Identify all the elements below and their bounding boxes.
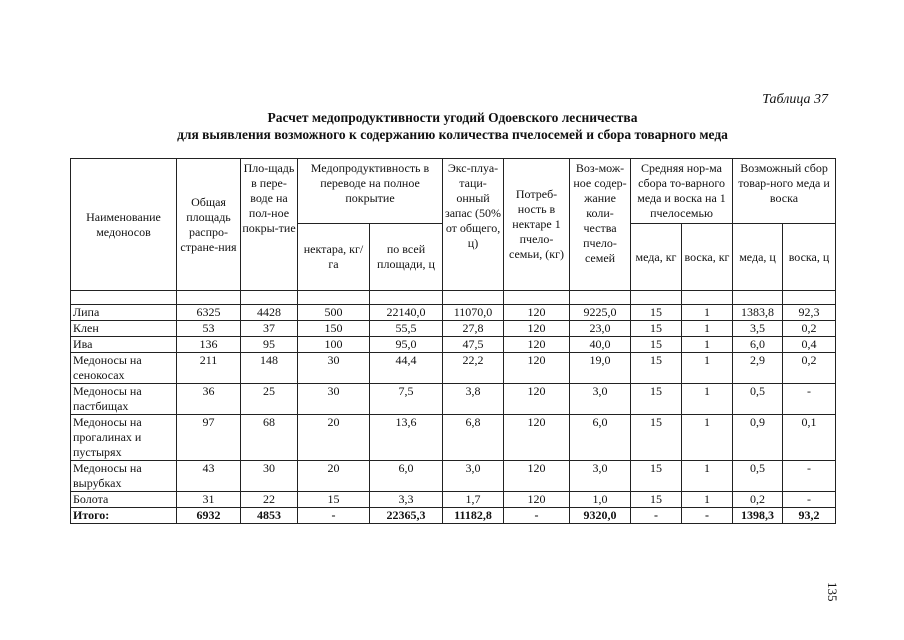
table-title-line-1: Расчет медопродуктивности угодий Одоевского лесничества xyxy=(267,110,638,125)
table-cell: 92,3 xyxy=(783,305,836,321)
table-cell: 6932 xyxy=(177,508,241,524)
table-cell: 1 xyxy=(682,461,733,492)
table-number-label: Таблица 37 xyxy=(762,92,828,107)
table-row xyxy=(71,461,836,492)
table-cell: 4428 xyxy=(241,305,298,321)
table-cell: 22,2 xyxy=(443,353,504,384)
table-cell: 15 xyxy=(631,461,682,492)
table-cell: 97 xyxy=(177,415,241,461)
table-cell: 20 xyxy=(298,461,370,492)
header-average-norm: Средняя нор-ма сбора то-варного меда и воска на 1 пчелосемью xyxy=(631,159,733,224)
row-name-cell: Болота xyxy=(71,492,177,508)
row-name-cell: Медоносы на вырубках xyxy=(71,461,177,492)
table-cell: 53 xyxy=(177,321,241,337)
table-cell: 22 xyxy=(241,492,298,508)
table-cell: 3,0 xyxy=(570,384,631,415)
table-cell: 0,9 xyxy=(733,415,783,461)
table-cell: 11182,8 xyxy=(443,508,504,524)
header-avg-honey: меда, кг xyxy=(631,224,682,291)
table-cell: 44,4 xyxy=(370,353,443,384)
table-cell: 95 xyxy=(241,337,298,353)
table-cell: 2,9 xyxy=(733,353,783,384)
table-cell: 55,5 xyxy=(370,321,443,337)
table-cell: 37 xyxy=(241,321,298,337)
table-cell: 0,5 xyxy=(733,461,783,492)
table-cell: 19,0 xyxy=(570,353,631,384)
table-cell: 15 xyxy=(298,492,370,508)
table-cell: 15 xyxy=(631,492,682,508)
table-cell: 1 xyxy=(682,492,733,508)
table-cell: 15 xyxy=(631,353,682,384)
row-name-cell: Медоносы на сенокосах xyxy=(71,353,177,384)
table-cell: 211 xyxy=(177,353,241,384)
table-cell: 1 xyxy=(682,337,733,353)
table-cell: 120 xyxy=(504,305,570,321)
table-cell: 0,1 xyxy=(783,415,836,461)
table-cell: 22365,3 xyxy=(370,508,443,524)
table-row xyxy=(71,305,836,321)
honey-productivity-table xyxy=(70,158,836,524)
header-productivity-nectar: нектара, кг/га xyxy=(298,224,370,291)
table-cell: 30 xyxy=(241,461,298,492)
table-cell: 150 xyxy=(298,321,370,337)
row-name-cell: Итого: xyxy=(71,508,177,524)
table-cell: 9320,0 xyxy=(570,508,631,524)
table-cell: - xyxy=(298,508,370,524)
row-name-cell: Медоносы на пастбищах xyxy=(71,384,177,415)
table-cell: - xyxy=(682,508,733,524)
table-cell: 1 xyxy=(682,321,733,337)
header-exploit-stock: Экс-плуа-таци-онный запас (50% от общего, ц) xyxy=(443,159,504,291)
table-cell: 6,0 xyxy=(733,337,783,353)
table-cell: 30 xyxy=(298,353,370,384)
header-productivity-total: по всей площади, ц xyxy=(370,224,443,291)
header-productivity: Медопродуктивность в переводе на полное покрытие xyxy=(298,159,443,224)
table-cell: 1 xyxy=(682,353,733,384)
table-row xyxy=(71,415,836,461)
header-total-area: Общая площадь распро-стране-ния xyxy=(177,159,241,291)
table-cell: 9225,0 xyxy=(570,305,631,321)
header-name: Наименование медоносов xyxy=(71,159,177,291)
table-cell: 3,3 xyxy=(370,492,443,508)
table-cell: 1 xyxy=(682,415,733,461)
page-number: 135 xyxy=(825,582,840,602)
table-cell: 13,6 xyxy=(370,415,443,461)
table-cell: 6,0 xyxy=(570,415,631,461)
table-cell: 11070,0 xyxy=(443,305,504,321)
table-cell: 6,0 xyxy=(370,461,443,492)
table-cell: 15 xyxy=(631,337,682,353)
table-row xyxy=(71,353,836,384)
table-cell: 0,4 xyxy=(783,337,836,353)
table-cell: 15 xyxy=(631,305,682,321)
table-cell: 100 xyxy=(298,337,370,353)
header-yield-wax: воска, ц xyxy=(783,224,836,291)
table-row xyxy=(71,321,836,337)
total-row xyxy=(71,508,836,524)
row-name-cell: Липа xyxy=(71,305,177,321)
table-cell: 120 xyxy=(504,353,570,384)
table-cell: - xyxy=(783,461,836,492)
table-row xyxy=(71,337,836,353)
table-cell: 148 xyxy=(241,353,298,384)
table-cell: 120 xyxy=(504,321,570,337)
table-cell: 4853 xyxy=(241,508,298,524)
header-nectar-need: Потреб-ность в нектаре 1 пчело-семьи, (кг) xyxy=(504,159,570,291)
table-cell: 31 xyxy=(177,492,241,508)
header-avg-wax: воска, кг xyxy=(682,224,733,291)
table-cell: 0,2 xyxy=(733,492,783,508)
table-cell: 120 xyxy=(504,461,570,492)
table-cell: 30 xyxy=(298,384,370,415)
table-cell: 0,5 xyxy=(733,384,783,415)
table-cell: 120 xyxy=(504,492,570,508)
table-cell: 1 xyxy=(682,384,733,415)
table-cell: 500 xyxy=(298,305,370,321)
table-cell: 15 xyxy=(631,384,682,415)
table-cell: 136 xyxy=(177,337,241,353)
table-cell: - xyxy=(631,508,682,524)
table-cell: 3,8 xyxy=(443,384,504,415)
table-cell: 0,2 xyxy=(783,353,836,384)
table-cell: 3,0 xyxy=(443,461,504,492)
row-name-cell: Медоносы на прогалинах и пустырях xyxy=(71,415,177,461)
table-cell: 93,2 xyxy=(783,508,836,524)
table-cell: 20 xyxy=(298,415,370,461)
table-cell: 36 xyxy=(177,384,241,415)
table-cell: 0,2 xyxy=(783,321,836,337)
table-row xyxy=(71,492,836,508)
row-name-cell: Ива xyxy=(71,337,177,353)
table-title-line-2: для выявления возможного к содержанию количества пчелосемей и сбора товарного меда xyxy=(177,127,728,142)
table-cell: 120 xyxy=(504,337,570,353)
table-cell: - xyxy=(783,384,836,415)
table-row xyxy=(71,384,836,415)
table-cell: 1,0 xyxy=(570,492,631,508)
table-cell: 3,5 xyxy=(733,321,783,337)
table-cell: 27,8 xyxy=(443,321,504,337)
table-cell: 6325 xyxy=(177,305,241,321)
table-cell: 95,0 xyxy=(370,337,443,353)
table-cell: 7,5 xyxy=(370,384,443,415)
table-cell: 1 xyxy=(682,305,733,321)
header-area-full-cover: Пло-щадь в пере-воде на пол-ное покры-тие xyxy=(241,159,298,291)
table-cell: 15 xyxy=(631,321,682,337)
spacer-row xyxy=(71,291,836,305)
table-cell: 68 xyxy=(241,415,298,461)
table-cell: 120 xyxy=(504,415,570,461)
table-cell: 25 xyxy=(241,384,298,415)
table-cell: 47,5 xyxy=(443,337,504,353)
table-cell: 1398,3 xyxy=(733,508,783,524)
table-cell: 1383,8 xyxy=(733,305,783,321)
header-possible-colonies: Воз-мож-ное содер-жание коли-чества пчело-семей xyxy=(570,159,631,291)
table-cell: 3,0 xyxy=(570,461,631,492)
row-name-cell: Клен xyxy=(71,321,177,337)
table-cell: 23,0 xyxy=(570,321,631,337)
table-cell: - xyxy=(504,508,570,524)
header-yield-honey: меда, ц xyxy=(733,224,783,291)
table-cell: 6,8 xyxy=(443,415,504,461)
table-cell: 43 xyxy=(177,461,241,492)
table-cell: 120 xyxy=(504,384,570,415)
table-cell: 15 xyxy=(631,415,682,461)
table-cell: 22140,0 xyxy=(370,305,443,321)
table-cell: 40,0 xyxy=(570,337,631,353)
table-cell: - xyxy=(783,492,836,508)
table-cell: 1,7 xyxy=(443,492,504,508)
header-possible-yield: Возможный сбор товар-ного меда и воска xyxy=(733,159,836,224)
